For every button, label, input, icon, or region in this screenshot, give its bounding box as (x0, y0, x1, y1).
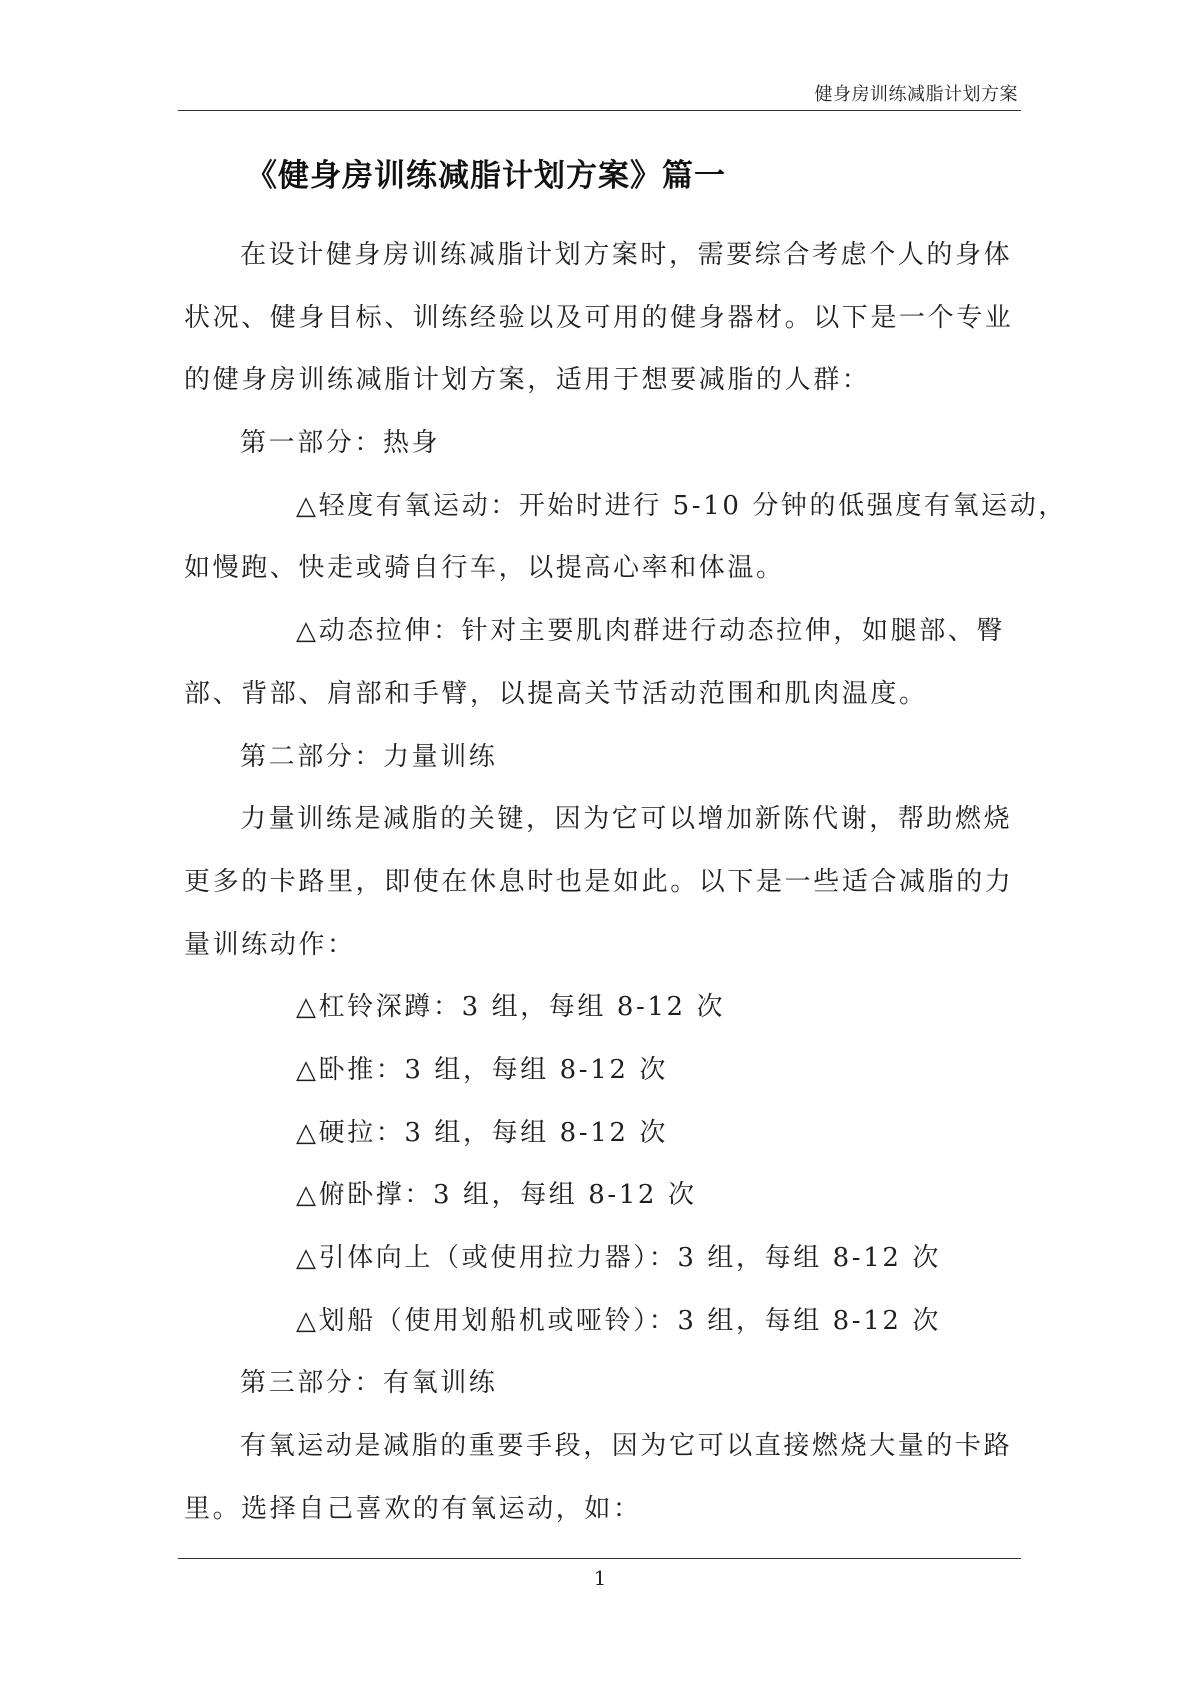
section-heading-line: 第一部分：热身 (240, 428, 441, 459)
paragraph-line: 更多的卡路里，即使在休息时也是如此。以下是一些适合减脂的力 (184, 866, 1014, 897)
header-divider (178, 110, 1021, 111)
document-title: 《健身房训练减脂计划方案》篇一 (246, 158, 726, 194)
section-heading-line: 第三部分：有氧训练 (240, 1368, 498, 1399)
paragraph-line: 状况、健身目标、训练经验以及可用的健身器材。以下是一个专业 (184, 302, 1014, 333)
paragraph-cardio (184, 1415, 1018, 1540)
paragraph-line: 量训练动作： (184, 929, 356, 960)
bullet-line: △硬拉：3 组，每组 8-12 次 (296, 1117, 668, 1148)
bullet-line: △划船（使用划船机或哑铃）：3 组，每组 8-12 次 (296, 1305, 941, 1336)
bullet-line: △引体向上（或使用拉力器）：3 组，每组 8-12 次 (296, 1243, 941, 1273)
bullet-line: △动态拉伸：针对主要肌肉群进行动态拉伸，如腿部、臀 (296, 616, 1005, 647)
paragraph-line: 力量训练是减脂的关键，因为它可以增加新陈代谢，帮助燃烧 (240, 804, 1013, 835)
bullet-bench-press (184, 1039, 1018, 1102)
bullet-line: △俯卧撑：3 组，每组 8-12 次 (296, 1180, 697, 1211)
section-heading-strength (184, 726, 1018, 789)
bullet-barbell-squat (184, 976, 1018, 1039)
bullet-dynamic-stretch (184, 600, 1018, 725)
document-body (184, 224, 1067, 1540)
section-heading-warmup (184, 412, 1018, 475)
bullet-line: 如慢跑、快走或骑自行车，以提高心率和体温。 (184, 553, 785, 584)
bullet-line: 部、背部、肩部和手臂，以提高关节活动范围和肌肉温度。 (184, 678, 928, 709)
section-heading-cardio (184, 1352, 1018, 1415)
paragraph-line: 在设计健身房训练减脂计划方案时，需要综合考虑个人的身体 (240, 240, 1013, 270)
bullet-rowing (184, 1290, 1018, 1353)
paragraph-intro (184, 224, 1018, 412)
paragraph-line: 里。选择自己喜欢的有氧运动，如： (184, 1493, 642, 1524)
footer-divider (178, 1558, 1021, 1559)
section-heading-line: 第二部分：力量训练 (240, 741, 498, 772)
bullet-pull-up (184, 1227, 1018, 1290)
paragraph-strength (184, 788, 1018, 976)
running-header-title: 健身房训练减脂计划方案 (814, 84, 1018, 105)
paragraph-line: 有氧运动是减脂的重要手段，因为它可以直接燃烧大量的卡路 (240, 1431, 1013, 1462)
bullet-light-cardio (184, 475, 1067, 600)
bullet-push-up (184, 1164, 1018, 1227)
page-number: 1 (593, 1566, 607, 1590)
bullet-deadlift (184, 1102, 1018, 1165)
paragraph-line: 的健身房训练减脂计划方案，适用于想要减脂的人群： (184, 365, 871, 396)
bullet-line: △卧推：3 组，每组 8-12 次 (296, 1054, 668, 1085)
bullet-line: △轻度有氧运动：开始时进行 5-10 分钟的低强度有氧运动， (296, 490, 1067, 521)
bullet-line: △杠铃深蹲：3 组，每组 8-12 次 (296, 992, 726, 1023)
